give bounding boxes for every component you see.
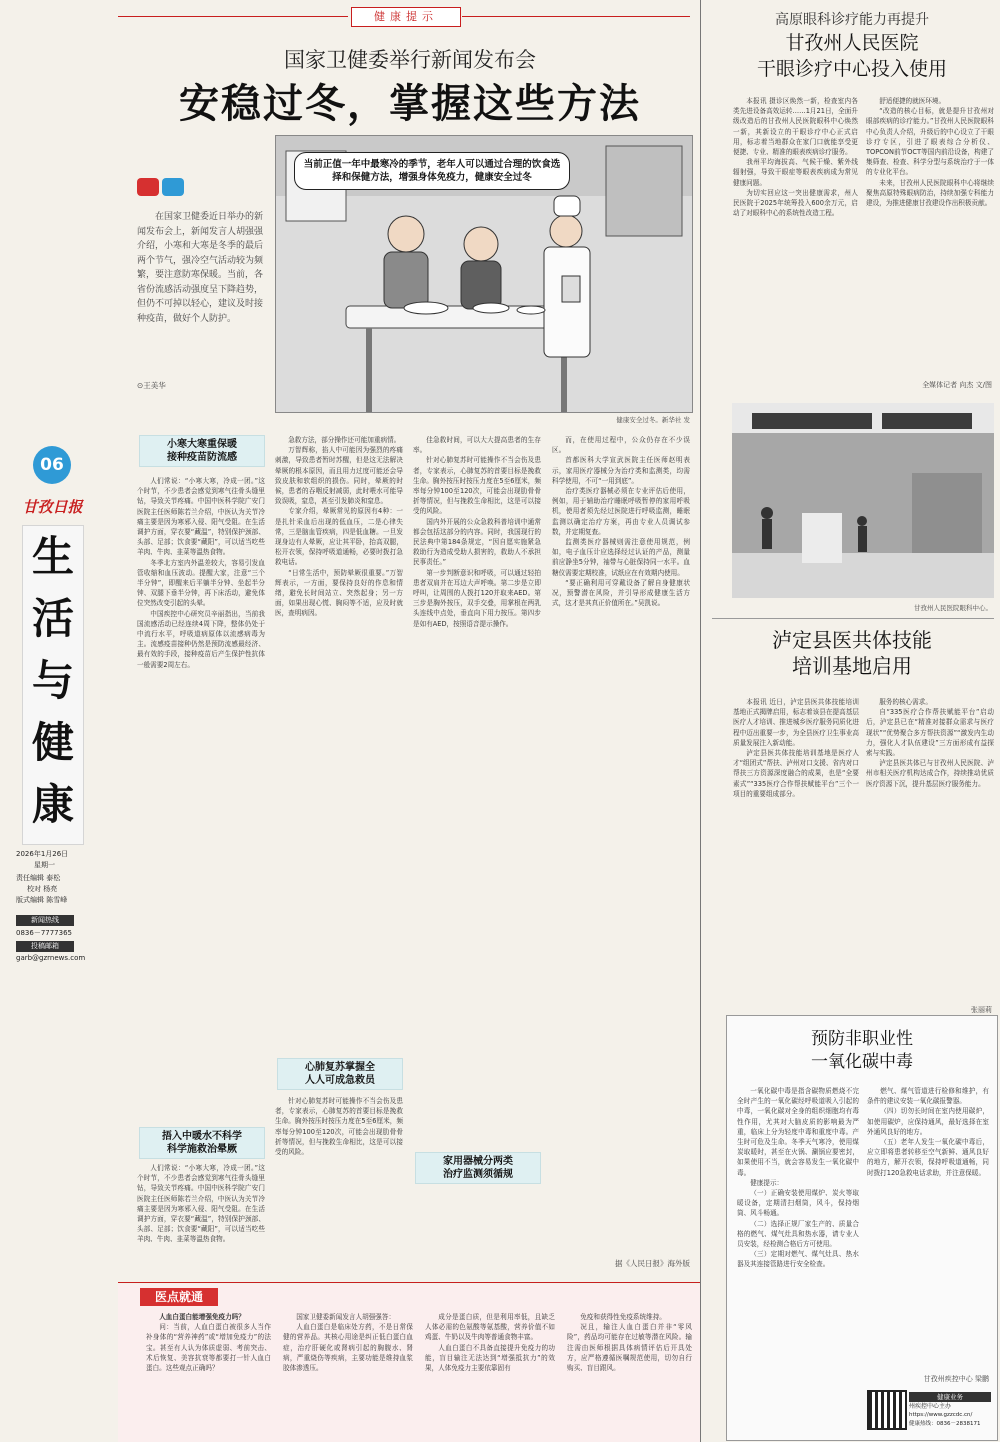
subheading: 家用器械分两类 治疗监测须循规 <box>415 1152 541 1184</box>
service-url: https://www.gzzcdc.cn/ <box>909 1412 973 1418</box>
page-number: 06 <box>33 446 71 484</box>
service-hotline: 健康热线：0836－2838171 <box>909 1421 981 1427</box>
service-label: 健康业务 <box>909 1392 991 1402</box>
qa-col-2: 国家卫健委新闻发言人胡强强答： 人血白蛋白是临床处方药，不是日常保健的营养品。其核心用途是纠正低白蛋白血症，治疗肝硬化或肾病引起的胸腹水、肾病，严重烧伤等疾病，主要功能是维持血浆胶体渗透压。 <box>283 1313 413 1373</box>
paper-name: 甘孜日报 <box>22 498 83 516</box>
photo-caption: 甘孜州人民医院眼科中心。 <box>914 604 992 612</box>
section-title-box <box>22 525 84 845</box>
divider <box>118 16 348 17</box>
service-host: 州疾控中心主办 <box>909 1403 952 1410</box>
hotline-label: 新闻热线 <box>16 915 74 926</box>
section-title-char: 健 <box>31 718 74 767</box>
lead-icon <box>137 178 185 198</box>
section-title-char: 生 <box>31 532 74 581</box>
weekday: 星期一 <box>34 861 55 869</box>
speech-bubble <box>294 152 570 190</box>
section-title-char: 活 <box>31 594 74 643</box>
hospital-photo <box>732 403 994 598</box>
co-byline: 甘孜州疾控中心 梁鹏 <box>923 1375 989 1383</box>
co-poisoning-box <box>726 1015 998 1441</box>
qa-header: 医点就通 <box>140 1288 218 1306</box>
illustration <box>275 135 693 413</box>
article-body-col-1: 人们常说：“小寒大寒，冷成一团。”这个时节，不少患者会感觉到寒气往骨头缝里钻，导致关节疼痛。中国中医科学院广安门医院主任医师陈若兰介绍，中医认为关节冷痛主要是因为寒邪入侵、阳气受阻。在生活调护方面，穿衣要“藏温”，特别保护颈部、头部、足部；饮食要“藏阳”，可以适当吃些羊肉、牛肉、韭菜等温热食物。 冬季北方室内外温差较大，容易引发血管收缩和血压波动。提醒大家，注意“三个半分钟”，即醒来后平躺半分钟、坐起半分钟、双腿下垂半分钟，再下床活动，避免体位突然改变引起的头晕。 中国疾控中心研究员辛丽指出，当前我国流感活动已经连续4周下降，整体仍处于中流行水平，呼吸道病原体以流感病毒为主。流感疫苗接种仍然是预防流感最经济、最有效的手段，接种疫苗后产生保护性抗体一般需要2周左右。 <box>137 477 265 669</box>
section-title-char: 与 <box>31 656 74 705</box>
divider <box>462 16 690 17</box>
email: garb@gzrnews.com <box>16 954 86 962</box>
lead-text: 在国家卫健委近日举办的新闻发布会上，新闻发言人胡强强介绍，小寒和大寒是冬季的最后两个节气，强冷空气活动较为频繁，要注意防寒保暖。当前，各省份流感活动强度呈下降趋势，但仍不可掉以轻心，建议及时接种疫苗，做好个人防护。 <box>137 212 263 324</box>
divider <box>700 0 701 1442</box>
right-kicker: 高原眼科诊疗能力再提升 <box>775 12 929 28</box>
right-col-b: 舒适便捷的就医环境。 “改造的核心目标，就是提升甘孜州对眼部疾病的诊疗能力。”甘孜州人民医院眼科中心负责人介绍，升级后的中心设立了干眼诊疗专区，引进了眼表综合分析仪、TOPCON前节OCT等国内前沿设备，构建了集筛查、检查、科学分型与系统治疗于一体的专业化平台。 未来，甘孜州人民医院眼科中心将继续聚焦高原特殊眼病防治，持续加强专科能力建设，为推进健康甘孜建设作出积极贡献。 <box>866 97 994 208</box>
hotline: 0836－7777365 <box>16 929 72 937</box>
qa-col-3: 成分是蛋白质，但是利用率低，且缺乏人体必需的色氨酸等氨基酸，营养价值不如鸡蛋、牛奶以及牛肉等普通食物丰富。 人血白蛋白不具备直接提升免疫力的功能，盲目输注无法达到“增强抵抗力”的效果，人体免疫力主要依靠固有 <box>425 1313 555 1373</box>
source-credit: 据《人民日报》海外版 <box>615 1259 690 1268</box>
article-body-col-2-cont: 针对心肺复苏时可能操作不当会伤及患者，专家表示，心肺复苏的首要目标是挽救生命。胸外按压时按压力度在5至6厘米，频率每分钟100至120次，可能会出现肋骨骨折等情况，但与挽救生命相比，这是可以接受的风险。 <box>275 1097 403 1157</box>
co-col-a: 一氧化碳中毒是指含碳物质燃烧不完全时产生的一氧化碳经呼吸道吸入引起的中毒，一氧化碳对全身的组织细胞均有毒性作用，尤其对大脑皮质的影响最为严重，临床上分为轻度中毒和重度中毒。产生时可危及生命。冬季天气寒冷，使用煤炭取暖时，甚至在火锅、涮锅应要密封，如果使用不当，就会容易发生一氧化碳中毒。 健康提示： （一）正确安装使用煤炉、炭火等取暖设备，定期清扫烟筒，风斗，保持烟筒、风斗畅通。 （二）选择正规厂家生产的、质量合格的燃气、煤气灶具和热水器，请专业人员安装，经检测合格后方可使用。 （三）定期对燃气、煤气灶具、热水器及其连接管路进行安全检查。 <box>737 1087 859 1269</box>
article-body-col-1-cont: 人们常说：“小寒大寒，冷成一团。”这个时节，不少患者会感觉到寒气往骨头缝里钻，导致关节疼痛。中国中医科学院广安门医院主任医师陈若兰介绍，中医认为关节冷痛主要是因为寒邪入侵、阳气受阻。在生活调护方面，穿衣要“藏温”，特别保护颈部、头部、足部；饮食要“藏阳”，可以适当吃些羊肉、牛肉、韭菜等温热食物。 <box>137 1164 265 1244</box>
right-title: 甘孜州人民医院 干眼诊疗中心投入使用 <box>756 32 947 80</box>
hospital-hall-image <box>732 403 994 598</box>
email-label: 投稿邮箱 <box>16 941 74 952</box>
section-title-char: 康 <box>31 780 74 829</box>
editor-line: 责任编辑 泰松 <box>16 874 61 882</box>
issue-date: 2026年1月26日 <box>16 850 69 858</box>
right-mid-byline: 张丽莉 <box>971 1006 992 1014</box>
subheading: 小寒大寒重保暖 接种疫苗防流感 <box>139 435 265 467</box>
article-body-col-3: 佳急救时间，可以大大提高患者的生存率。 针对心肺复苏时可能操作不当会伤及患者，专家表示，心肺复苏的首要目标是挽救生命。胸外按压时按压力度在5至6厘米，频率每分钟100至120次，可能会出现肋骨骨折等情况，但与挽救生命相比，这是可以接受的风险。 国内外开展的公众急救科普培训中通常都会包括这部分的内容。同时，我国现行的民法典中第184条规定，“因自愿实施紧急救助行为造成受助人损害的，救助人不承担民事责任。” 第一步判断意识和呼吸，可以通过轻拍患者双肩并在耳边大声呼唤。第二步是立即呼叫，让周围的人拨打120并取来AED。第三步是胸外按压，双手交叠，用掌根在两乳头连线中点处，垂直向下用力按压。第四步是如有AED，按照语音提示操作。 <box>413 436 541 628</box>
subheading: 心肺复苏掌握全 人人可成急救员 <box>277 1058 403 1090</box>
main-title: 安稳过冬，掌握这些方法 <box>179 80 641 127</box>
qa-col-1: 人血白蛋白能增强免疫力吗？ 问：当前，人血白蛋白被很多人当作补身体的“营养神药”或“增加免疫力”的法宝。甚至有人认为体质虚弱、考前突击、术后恢复、美容抗衰等都要打一针人血白蛋白。这些观点正确吗？ <box>146 1313 271 1373</box>
right-mid-title: 泸定县医共体技能 培训基地启用 <box>772 628 932 678</box>
co-col-b: 燃气、煤气管道进行检修和维护，有条件的建议安装一氧化碳报警器。 （四）切勿长时间在室内使用碳炉，如使用碳炉，应保持通风，最好选择在室外通风良好的地方。 （五）老年人发生一氧化碳中毒后，应立即将患者转移至空气新鲜、通风良好的地方，解开衣领，保持呼吸道通畅，同时拨打120急救电话求助，并注意保暖。 <box>867 1087 989 1177</box>
illustrator: ⊙王美华 <box>137 381 166 390</box>
divider <box>118 1282 700 1283</box>
main-kicker: 国家卫健委举行新闻发布会 <box>284 48 536 72</box>
right-col-a: 本报讯 摄诊区焕然一新，检查室内各类先进设备高效运转……1月21日，全面升级改造后的甘孜州人民医院眼科中心焕然一新，其新设立的干眼诊疗中心正式启用，标志着当地群众在家门口就能享受更便捷、专业、精准的眼表疾病诊疗服务。 我州平均海拔高、气候干燥、紫外线辐射强，导致干眼症等眼表疾病成为常见健康问题。 为切实回应这一突出健康需求，州人民医院于2025年统筹投入600余万元，启动了对眼科中心的系统性改造工程。 <box>733 97 858 218</box>
right-mid-col-b: 服务的核心需求。 自“335医疗合作帮扶赋能平台”启动后，泸定县已在“精准对接群众需求与医疗现状”“优势聚合多方帮扶资源”“激发内生动力，强化人才队伍建设”三方面形成有益探索与实践。 泸定县医共体已与甘孜州人民医院、泸州市相关医疗机构达成合作，持续推动优质医疗资源下沉，提升基层医疗服务能力。 <box>866 698 994 788</box>
article-body-col-4: 而，在使用过程中，公众仍存在不少误区。 首都医科大学宣武医院主任医师赵明表示，家用医疗器械分为治疗类和监测类，均需科学使用，不可“一用到底”。 治疗类医疗器械必须在专业评估后使用，例如，用于辅助治疗睡眠呼吸暂停的家用呼吸机，使用者须先经过医院进行呼吸监测，睡眠监测以确定治疗方案，再由专业人员调试参数，并定期复查。 监测类医疗器械则需注意使用规范，例如，电子血压计应选择经过认证的产品，测量前应静坐5分钟，袖带与心脏保持同一水平。血糖仪需要定期校准，试纸应在有效期内使用。 “要正确利用可穿戴设备了解自身健康状况，预警潜在风险，并引导形成健康生活方式，这才是其真正价值所在。”吴凯说。 <box>552 436 690 608</box>
service-box <box>909 1392 991 1429</box>
qa-section <box>118 1284 700 1442</box>
qa-col-4: 免疫和获得性免疫系统维持。 况且，输注人血白蛋白并非“零风险”，药品均可能存在过敏等潜在风险。输注需由医师根据具体病情评估后开具处方，应严格遵循医嘱规范使用，切勿自行购买、盲目跟风。 <box>567 1313 692 1373</box>
co-title: 预防非职业性 一氧化碳中毒 <box>811 1029 913 1072</box>
right-byline: 全媒体记者 向杰 文/图 <box>922 381 992 389</box>
article-body-col-2: 急救方法，部分操作还可能加重病情。 万智辉称，掐人中可能因为强烈的疼痛刺激，导致患者暂时苏醒，但是这无法解决晕厥的根本原因，而且用力过度可能还会导致皮肤和软组织的损伤。同时，晕厥的时候，患者的吞咽反射减弱，此时喂水可能导致误吸，窒息，甚至引发肺炎和窒息。 专家介绍，晕厥常见的原因有4种：一是扎针采血后出现的低血压，二是心律失常，三是脑血管疾病，四是低血糖。一旦发现身边有人晕厥，应让其平卧，抬高双腿，松开衣领，保持呼吸道通畅，必要时拨打急救电话。 “日常生活中，预防晕厥很重要。”万智辉表示，一方面，要保持良好的作息和情绪，避免长时间站立、突然起身；另一方面，如果出现心慌、胸闷等不适，应及时就医，查明病因。 <box>275 436 403 618</box>
right-mid-col-a: 本报讯 近日，泸定县医共体技能培训基地正式揭牌启用，标志着该县在提高基层医疗人才培训、推进城乡医疗服务同质化进程中迈出重要一步，为全县医疗卫生事业高质量发展注入新动能。 泸定县医共体技能培训基地是医疗人才“组团式”帮扶、泸州对口支援、省内对口帮扶三方资源深度融合的成果，也是“全要素式”“335医疗合作帮扶赋能平台”三个一项目的重要组成部分。 <box>733 698 859 798</box>
editor-line: 版式编辑 陈雪峰 <box>16 896 68 904</box>
masthead <box>0 0 100 1442</box>
divider <box>712 618 994 619</box>
speech-bubble-text: 当前正值一年中最寒冷的季节，老年人可以通过合理的饮食选择和保健方法，增强身体免疫力，健康安全过冬 <box>303 159 561 183</box>
subheading: 捂入中暖水不科学 科学施救治晕厥 <box>139 1127 265 1159</box>
qr-code-icon <box>869 1392 905 1428</box>
editor-line: 校对 杨亮 <box>27 885 58 893</box>
section-label: 健康提示 <box>351 7 461 27</box>
illustration-caption: 健康安全过冬。新华社 发 <box>616 416 690 424</box>
